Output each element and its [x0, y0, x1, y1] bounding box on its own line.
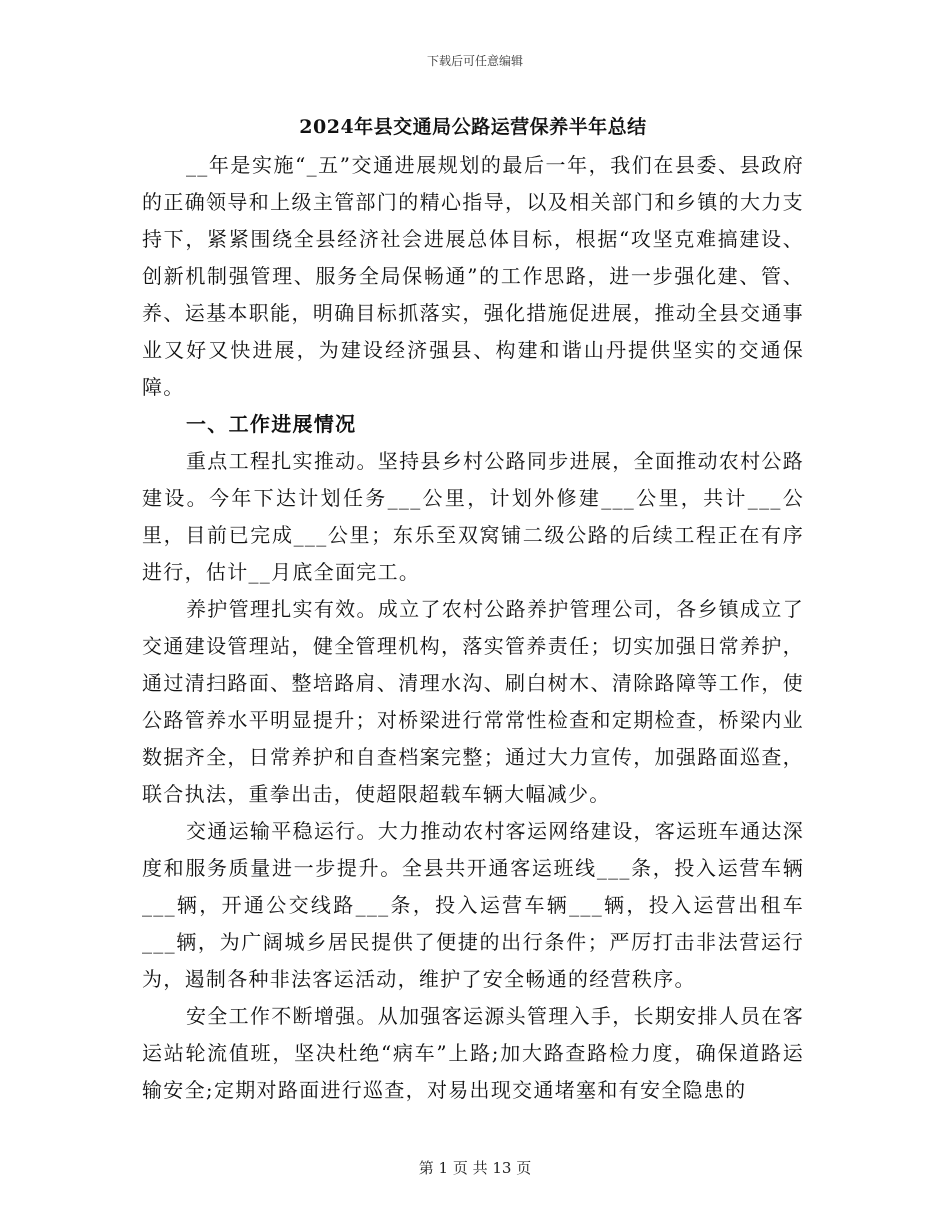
section-heading-progress: 一、工作进展情况	[186, 412, 357, 436]
intro-paragraph: __年是实施“_五”交通进展规划的最后一年，我们在县委、县政府的正确领导和上级主管部门的精心指导，以及相关部门和乡镇的大力支持下，紧紧围绕全县经济社会进展总体目标，根据“攻坚克难搞建设、创新机制强管理、服务全局保畅通”的工作思路，进一步强化建、管、养、运基本职能，明确目标抓落实，强化措施促进展，推动全县交通事业又好又快进展，为建设经济强县、构建和谐山丹提供坚实的交通保障。	[142, 153, 804, 399]
paragraph-transport: 交通运输平稳运行。大力推动农村客运网络建设，客运班车通达深度和服务质量进一步提升。全县共开通客运班线___条，投入运营车辆___辆，开通公交线路___条，投入运营车辆___辆，投入运营出租车___辆，为广阔城乡居民提供了便捷的出行条件；严厉打击非法营运行为，遏制各种非法客运活动，维护了安全畅通的经营秩序。	[142, 819, 804, 991]
header-note: 下载后可任意编辑	[426, 54, 523, 68]
paragraph-key-projects: 重点工程扎实推动。坚持县乡村公路同步进展，全面推动农村公路建设。今年下达计划任务___公里，计划外修建___公里，共计___公里，目前已完成___公里；东乐至双窝铺二级公路的后续工程正在有序进行，估计__月底全面完工。	[142, 449, 804, 584]
paragraph-safety: 安全工作不断增强。从加强客运源头管理入手，长期安排人员在客运站轮流值班，坚决杜绝“病车”上路;加大路查路检力度，确保道路运输安全;定期对路面进行巡查，对易出现交通堵塞和有安全隐患的	[142, 1004, 804, 1102]
page-indicator: 第 1 页 共 13 页	[418, 1159, 532, 1177]
document-title: 2024年县交通局公路运营保养半年总结	[299, 116, 647, 138]
paragraph-maintenance: 养护管理扎实有效。成立了农村公路养护管理公司，各乡镇成立了交通建设管理站，健全管理机构，落实管养责任；切实加强日常养护，通过清扫路面、整培路肩、清理水沟、刷白树木、清除路障等工作，使公路管养水平明显提升；对桥梁进行常常性检查和定期检查，桥梁内业数据齐全，日常养护和自查档案完整；通过大力宣传，加强路面巡查，联合执法，重拳出击，使超限超载车辆大幅减少。	[142, 597, 804, 806]
document-body	[142, 112, 804, 1109]
